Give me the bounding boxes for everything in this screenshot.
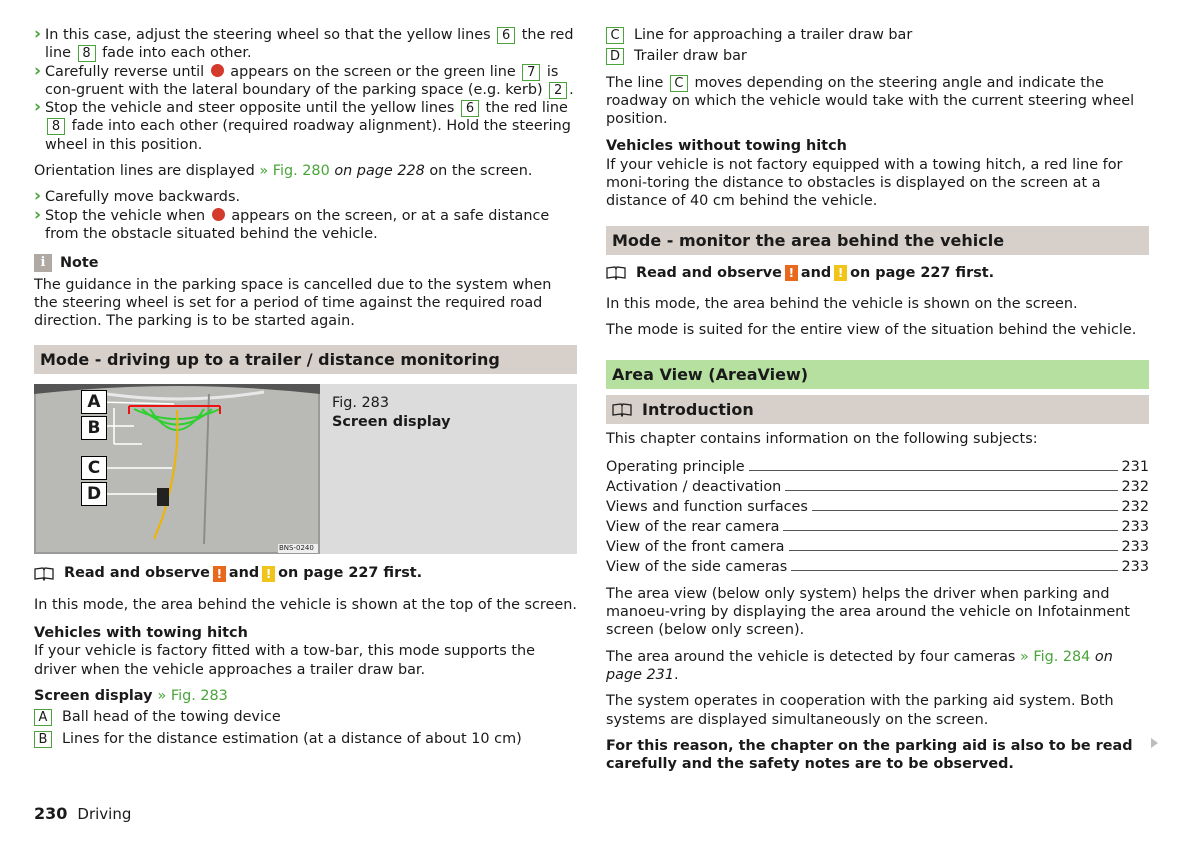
read-observe-line [34,564,577,582]
ref-box: 2 [549,82,567,99]
screen-display-heading [34,687,577,705]
toc-label: Operating principle [606,458,745,475]
text: The line [606,74,668,91]
figure-283 [34,384,577,554]
ref-box: 8 [78,45,96,62]
toc-label: Views and function surfaces [606,498,808,515]
legend-key: D [606,48,624,65]
introduction-label: Introduction [642,399,754,419]
toc-page: 231 [1121,458,1149,475]
marker-a: A [81,390,107,414]
text: the red line [45,27,574,62]
figure-code: BNS-0240 [279,544,314,553]
legend-text: Ball head of the towing device [62,709,281,726]
toc-item[interactable] [606,496,1149,516]
text: Stop the vehicle when [45,207,210,224]
figure-label: Fig. 283 [332,395,389,412]
text: Stop the vehicle and steer opposite until the yellow lines [45,100,459,117]
toc-page: 233 [1121,558,1149,575]
legend-text: Line for approaching a trailer draw bar [634,27,913,43]
figure-link[interactable]: » Fig. 284 [1019,648,1091,665]
toc-page: 233 [1121,538,1149,555]
parking-aid-note: For this reason, the chapter on the parking aid is also to be read carefully and the safety notes are to be observed. [606,737,1133,773]
text: . [673,667,679,684]
legend-key: B [34,731,52,748]
text: the red line [480,100,568,117]
text: . [569,81,574,98]
text: Carefully move backwards. [45,189,241,206]
text: appears on the screen, or at a safe distance from the obstacle situated behind the vehicle. [45,207,550,242]
note-text: The guidance in the parking space is cancelled due to the system when the steering wheel is set for a period of time against the required road direction. The parking is to be started again. [34,276,552,330]
instruction-move-back [34,188,577,206]
ref-box: C [670,75,688,92]
no-hitch-title: Vehicles without towing hitch [606,138,847,155]
stop-sign-icon [212,208,225,221]
legend-item-d [606,47,1149,65]
camera-screen-svg [34,384,320,554]
cameras-text [606,648,1149,685]
legend-item-c [606,26,1149,44]
instruction-reverse [34,63,577,100]
toc-label: View of the front camera [606,538,785,555]
toc-page: 232 [1121,478,1149,495]
page-footer [34,805,131,823]
toc-label: Activation / deactivation [606,478,782,495]
section-title-trailer: Mode - driving up to a trailer / distance monitoring [34,345,577,374]
toc-item[interactable] [606,536,1149,556]
ref-box: 6 [461,100,479,117]
legend-text: Lines for the distance estimation (at a distance of about 10 cm) [62,730,522,747]
towing-title: Vehicles with towing hitch [34,625,248,642]
page-number: 230 [34,804,68,823]
mode-text: In this mode, the area behind the vehicle is shown on the screen. [606,295,1078,312]
section-title-monitor: Mode - monitor the area behind the vehicle [606,226,1149,255]
caution-icon: ! [262,566,275,582]
toc-leader [812,510,1118,511]
introduction-title [606,395,1149,424]
figure-link[interactable]: » Fig. 280 [259,163,330,180]
toc-item[interactable] [606,516,1149,536]
read-observe-line [606,264,1149,282]
text: and [800,264,832,281]
caution-icon: ! [834,265,847,281]
toc-page: 233 [1121,518,1149,535]
text: moves depending on the steering angle and indicate the roadway on which the vehicle would take with the current steering wheel position. [606,74,1135,128]
text: Read and observe [636,264,782,281]
marker-c: C [81,456,107,480]
figure-caption [320,384,450,554]
instruction-stop-vehicle [34,207,577,244]
note-title: Note [60,255,99,272]
text: on page 227 first. [278,565,423,582]
legend-item-b [34,730,577,748]
right-column [606,26,1149,774]
left-column [34,26,577,748]
text: on page 227 first. [850,264,995,281]
text: appears on the screen or the green line [225,63,521,80]
text: is con-gruent with the lateral boundary of the parking space (e.g. kerb) [45,63,559,98]
figure-image [34,384,320,554]
legend-text: Trailer draw bar [634,48,747,65]
ref-box: 8 [47,118,65,135]
toc-label: View of the rear camera [606,518,780,535]
toc-list [606,456,1149,576]
page-ref: on page 228 [334,163,425,180]
text: fade into each other. [97,45,252,62]
text: on the screen. [424,163,533,180]
toc-leader [783,530,1117,531]
cooperation-text: The system operates in cooperation with the parking aid system. Both systems are displayed simultaneously on the screen. [606,693,1114,728]
note-icon: i [34,254,52,272]
toc-item[interactable] [606,556,1149,576]
text: Screen display [34,687,158,704]
text: fade into each other (required roadway alignment). Hold the steering wheel in this position. [45,118,571,153]
warning-icon: ! [785,265,798,281]
toc-leader [791,570,1117,571]
text: The area around the vehicle is detected by four cameras [606,648,1020,665]
line-c-text [606,74,1149,129]
toc-page: 232 [1121,498,1149,515]
footer-section: Driving [77,805,132,823]
next-page-arrow-icon[interactable] [1151,738,1158,748]
book-icon [34,567,54,581]
instruction-stop-steer [34,99,577,154]
orientation-text [34,162,577,180]
book-icon [606,266,626,280]
text: Read and observe [64,565,210,582]
text: Orientation lines are displayed [34,163,260,180]
book-icon [612,403,632,417]
text: Carefully reverse until [45,63,209,80]
legend-item-a [34,708,577,726]
chapter-title: Area View (AreaView) [606,360,1149,389]
toc-leader [785,490,1117,491]
mode-text: In this mode, the area behind the vehicle is shown at the top of the screen. [34,596,577,613]
toc-label: View of the side cameras [606,558,788,575]
towing-text: If your vehicle is factory fitted with a tow-bar, this mode supports the driver when the vehicle approaches a trailer draw bar. [34,643,535,678]
text: and [228,565,260,582]
stop-sign-icon [211,64,224,77]
text: In this case, adjust the steering wheel so that the yellow lines [45,27,496,43]
ref-box: 6 [497,27,515,44]
figure-link[interactable]: » Fig. 283 [157,687,228,704]
toc-leader [749,470,1118,471]
toc-leader [789,550,1118,551]
legend-key: C [606,27,624,44]
intro-text: This chapter contains information on the following subjects: [606,430,1038,447]
area-view-text: The area view (below only system) helps the driver when parking and manoeu-vring by displaying the area around the vehicle on Infotainment screen (below only screen). [606,585,1130,639]
suited-text: The mode is suited for the entire view of the situation behind the vehicle. [606,322,1137,339]
ref-box: 7 [522,64,540,81]
marker-b: B [81,416,107,440]
toc-item[interactable] [606,476,1149,496]
marker-d: D [81,482,107,506]
toc-item[interactable] [606,456,1149,476]
no-hitch-text: If your vehicle is not factory equipped with a towing hitch, a red line for moni-toring the distance to obstacles is displayed on the screen at a distance of 40 cm behind the vehicle. [606,156,1123,210]
note-heading [34,254,577,272]
figure-caption-text: Screen display [332,413,451,430]
instruction-adjust-wheel [34,26,577,63]
page-ref: on page 231 [606,648,1113,684]
legend-key: A [34,709,52,726]
warning-icon: ! [213,566,226,582]
